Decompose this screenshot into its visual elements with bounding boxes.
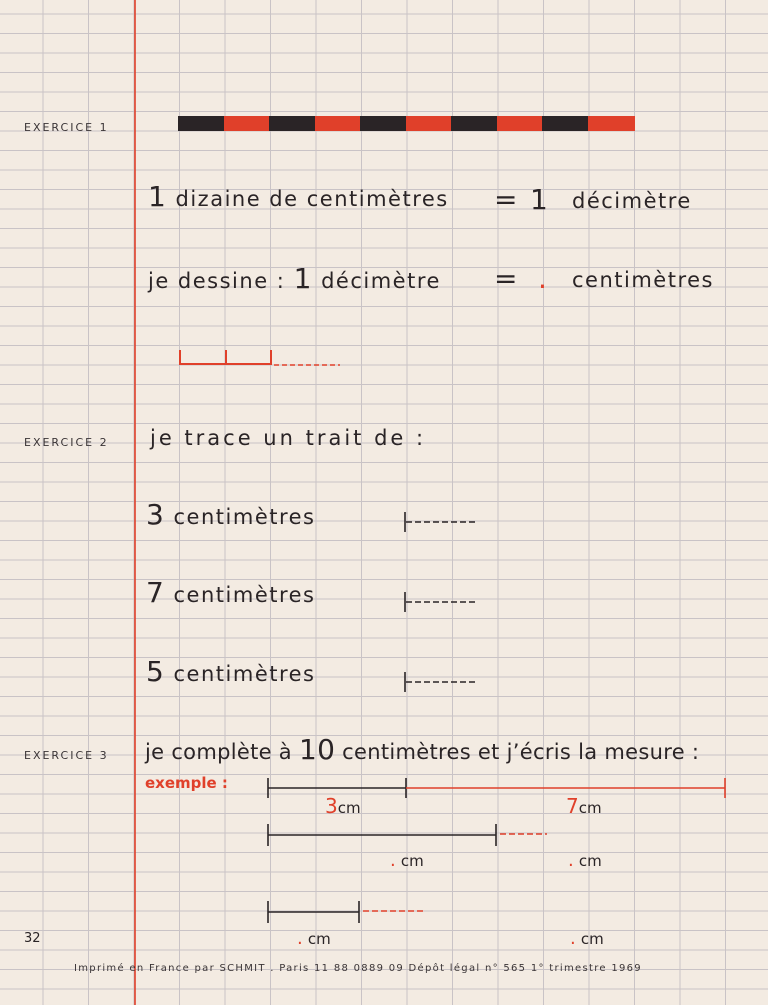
- blank-dot: .: [297, 928, 303, 949]
- text-je-dessine: je dessine :: [148, 269, 286, 293]
- number-one-b: 1: [530, 183, 548, 216]
- sentence-je-dessine: [148, 262, 441, 295]
- exercise-3-label: EXERCICE 3: [24, 749, 109, 762]
- row-1-left-measure: [390, 850, 424, 871]
- text-decimetre-b: décimètre: [321, 269, 441, 293]
- unit: cm: [580, 930, 604, 948]
- blank-dot: .: [390, 850, 396, 871]
- decimeter-color-bar: [178, 116, 638, 132]
- trace-starter-2: [400, 590, 480, 614]
- answer-blank: .: [538, 262, 547, 295]
- value-a: 3: [325, 794, 338, 818]
- trace-starter-3: [400, 670, 480, 694]
- number-one-c: 1: [293, 262, 313, 295]
- unit: cm: [400, 852, 424, 870]
- unit: cm: [307, 930, 331, 948]
- row-2-right-measure: [570, 928, 604, 949]
- equals-sign-b: =: [494, 262, 518, 295]
- exercise-3-intro: [145, 733, 699, 766]
- example-measure-b: [566, 794, 602, 818]
- text-dizaine: dizaine de centimètres: [175, 187, 449, 211]
- blank-dot: .: [568, 850, 574, 871]
- exercise-1-label: EXERCICE 1: [24, 121, 109, 134]
- sentence-dizaine: [148, 180, 449, 213]
- segment-row-2: [262, 899, 432, 925]
- number-one: 1: [148, 180, 168, 213]
- segment-row-1: [262, 822, 552, 848]
- item-number: 5: [146, 655, 166, 688]
- intro-text-1: je complète à: [145, 740, 292, 764]
- page-number: 32: [24, 931, 41, 946]
- blank-dot: .: [570, 928, 576, 949]
- item-unit: centimètres: [173, 505, 316, 529]
- number-ten: 10: [298, 733, 336, 766]
- example-label: exemple :: [145, 774, 228, 792]
- item-7-cm: [146, 576, 316, 609]
- drawing-starter: [176, 346, 346, 370]
- item-3-cm: [146, 498, 316, 531]
- item-unit: centimètres: [173, 662, 316, 686]
- trace-starter-1: [400, 510, 480, 534]
- printer-footer: Imprimé en France par SCHMIT . Paris 11 88 0889 09 Dépôt légal n° 565 1° trimestre 1969: [74, 963, 642, 974]
- item-unit: centimètres: [173, 583, 316, 607]
- example-measure-a: [325, 794, 361, 818]
- unit-b: cm: [578, 799, 602, 817]
- intro-text-2: centimètres et j’écris la mesure :: [342, 740, 700, 764]
- row-2-left-measure: [297, 928, 331, 949]
- row-1-right-measure: [568, 850, 602, 871]
- exercise-2-label: EXERCICE 2: [24, 436, 109, 449]
- item-5-cm: [146, 655, 316, 688]
- equals-sign: =: [494, 183, 518, 216]
- item-number: 7: [146, 576, 166, 609]
- unit: cm: [578, 852, 602, 870]
- text-centimetres: centimètres: [572, 268, 714, 292]
- unit-a: cm: [337, 799, 361, 817]
- value-b: 7: [566, 794, 579, 818]
- text-decimetre: décimètre: [572, 189, 692, 213]
- exercise-2-intro: je trace un trait de :: [150, 426, 427, 450]
- item-number: 3: [146, 498, 166, 531]
